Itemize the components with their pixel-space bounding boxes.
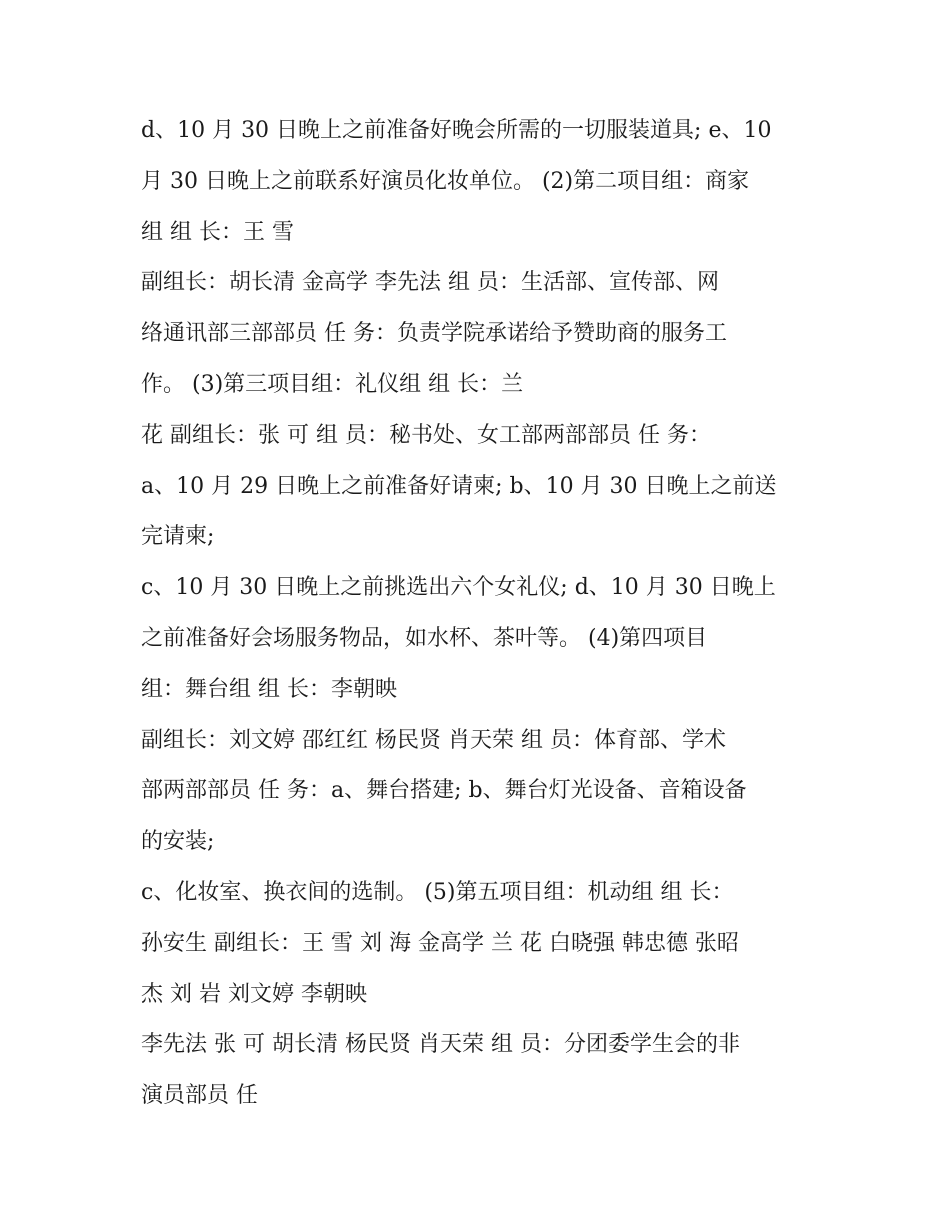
text-line: 李先法 张 可 胡长清 杨民贤 肖天荣 组 员：分团委学生会的非 (141, 1032, 740, 1058)
text-line: 络通讯部三部部员 任 务：负责学院承诺给予赞助商的服务工 (141, 321, 727, 347)
document-body (141, 106, 821, 1122)
text-line: 演员部员 任 (141, 1083, 258, 1109)
text-line: 副组长：胡长清 金高学 李先法 组 员：生活部、宣传部、网 (141, 270, 719, 296)
text-line: 组：舞台组 组 长：李朝映 (141, 676, 397, 702)
text-line: d、10 月 30 日晚上之前准备好晚会所需的一切服装道具; e、10 (141, 118, 772, 143)
text-line: 副组长：刘文婷 邵红红 杨民贤 肖天荣 组 员：体育部、学术 (141, 727, 726, 753)
text-line: c、10 月 30 日晚上之前挑选出六个女礼仪; d、10 月 30 日晚上 (141, 575, 776, 601)
text-line: 孙安生 副组长：王 雪 刘 海 金高学 兰 花 白晓强 韩忠德 张昭 (141, 930, 739, 956)
text-line: 部两部部员 任 务：a、舞台搭建; b、舞台灯光设备、音箱设备 (141, 778, 747, 804)
text-line: 杰 刘 岩 刘文婷 李朝映 (141, 981, 367, 1007)
text-line: 完请柬; (141, 524, 215, 550)
text-line: 月 30 日晚上之前联系好演员化妆单位。 (2)第二项目组：商家 (141, 168, 750, 194)
text-line: 组 组 长：王 雪 (141, 219, 294, 245)
text-line: a、10 月 29 日晚上之前准备好请柬; b、10 月 30 日晚上之前送 (141, 473, 777, 499)
text-line: 的安装; (141, 829, 215, 855)
text-line: 花 副组长：张 可 组 员：秘书处、女工部两部部员 任 务： (141, 422, 711, 448)
text-line: 作。 (3)第三项目组：礼仪组 组 长：兰 (141, 371, 524, 397)
text-line: c、化妆室、换衣间的选制。 (5)第五项目组：机动组 组 长： (141, 879, 734, 905)
text-line: 之前准备好会场服务物品，如水杯、茶叶等。 (4)第四项目 (141, 625, 708, 651)
